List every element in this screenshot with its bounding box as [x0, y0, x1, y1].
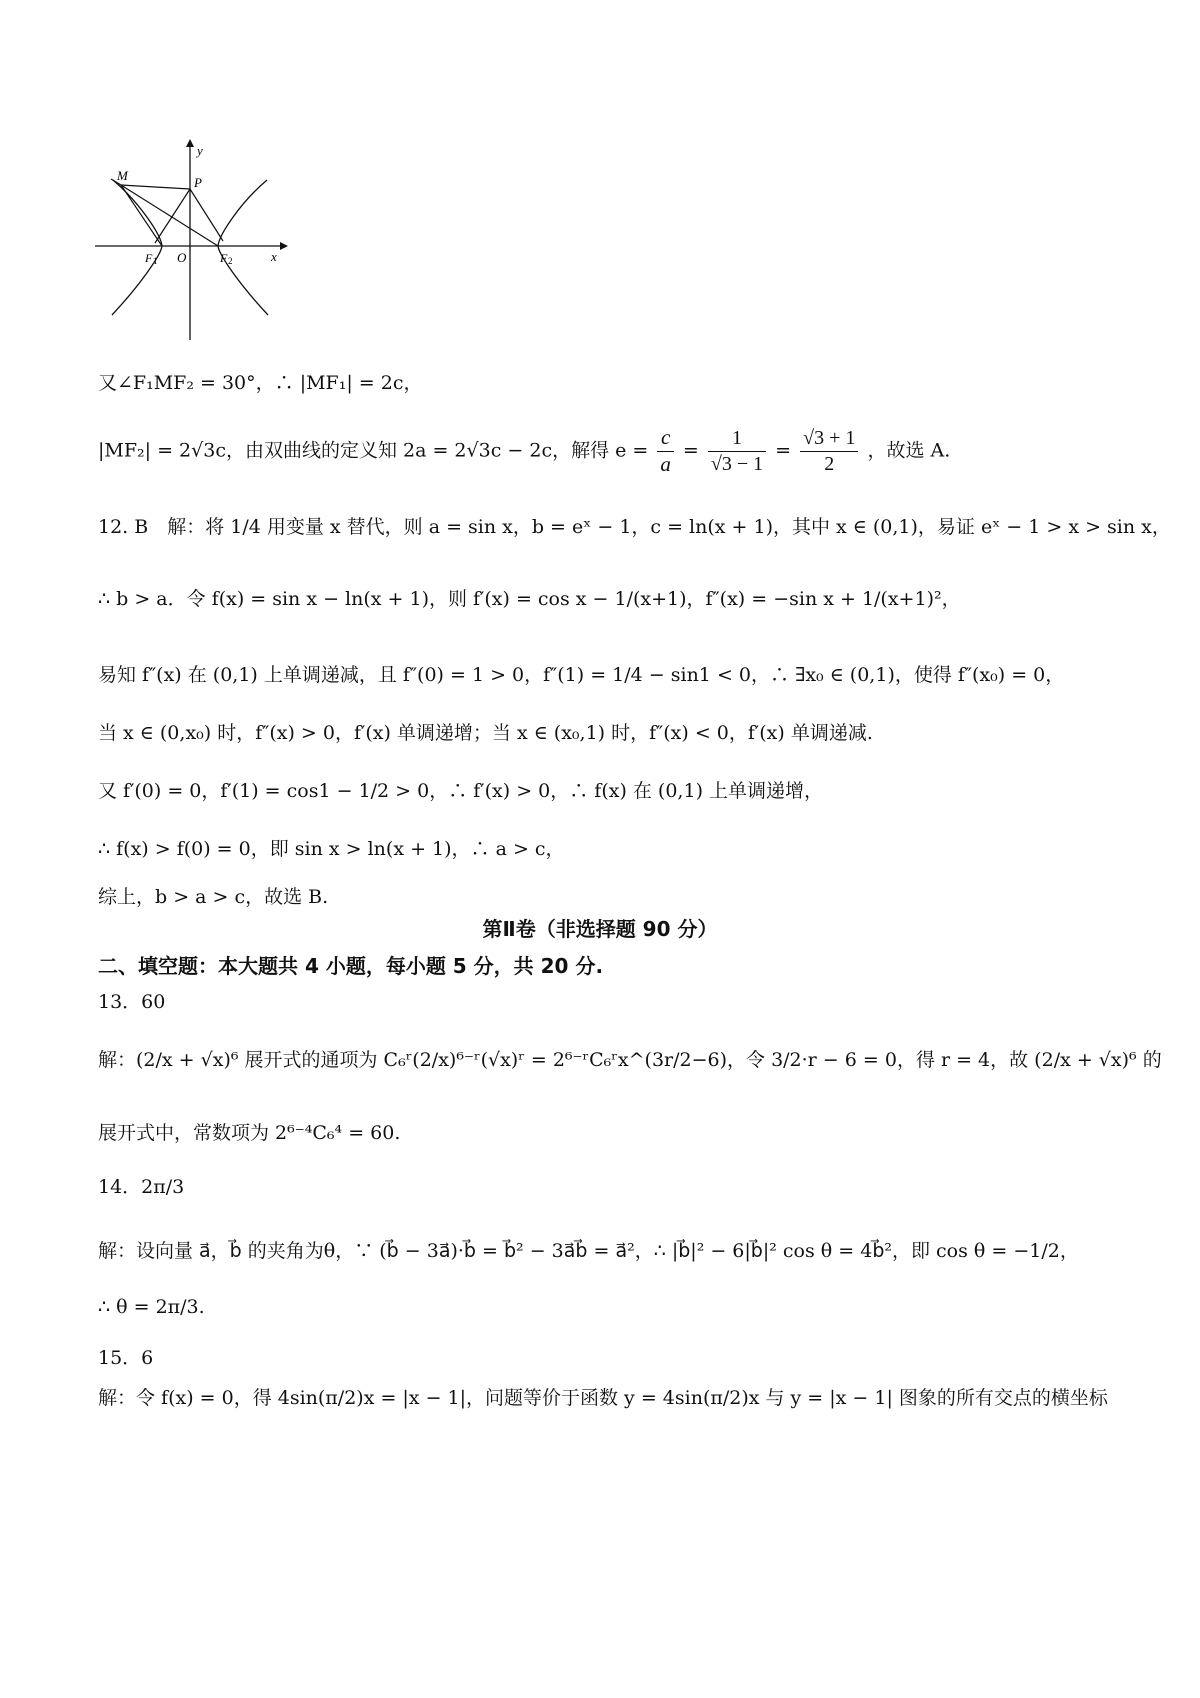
segment-mf1 — [121, 185, 162, 246]
q15-answer: 15．6 — [98, 1347, 154, 1369]
frac-sqrt3p1-2: $\frac{√3 + 1}{2}$ — [800, 426, 858, 477]
label-f2-sub: 2 — [228, 256, 233, 266]
p11-line1: 又∠F₁MF₂ = 30°，∴ |MF₁| = 2c， — [98, 372, 423, 394]
segment-pf1 — [155, 189, 190, 243]
p12-line4: 当 x ∈ (0,x₀) 时，f″(x) > 0，f′(x) 单调递增；当 x ∈ (x₀,1) 时，f″(x) < 0，f′(x) 单调递减. — [98, 722, 873, 744]
p11-line2-end: ，故选 A. — [867, 439, 951, 462]
label-f1: F — [145, 251, 153, 265]
label-f1-sub: 1 — [153, 256, 158, 266]
left-branch — [112, 180, 162, 315]
p12-line7: 综上，b > a > c，故选 B. — [98, 886, 329, 908]
p11-line2: |MF₂| = 2√3c，由双曲线的定义知 2a = 2√3c − 2c，解得 e = $\frac{c}{a}$ = $\frac{1}{√3 - 1}$ = $\frac{√3 + 1}{2}$ ，故选 A. — [98, 425, 951, 476]
q15-line1: 解：令 f(x) = 0，得 4sin(π/2)x = |x − 1|，问题等价于函数 y = 4sin(π/2)x 与 y = |x − 1| 图象的所有交点的横坐标 — [98, 1387, 1108, 1409]
segment-mf2 — [121, 185, 218, 246]
p12-line2: ∴ b > a．令 f(x) = sin x − ln(x + 1)，则 f′(x) = cos x − 1/(x+1)，f″(x) = −sin x + 1/(x+1)²， — [98, 588, 961, 610]
q13-answer: 13．60 — [98, 991, 166, 1013]
right-branch — [218, 180, 268, 315]
p12-line1: 12. B 解：将 1/4 用变量 x 替代，则 a = sin x，b = eˣ − 1，c = ln(x + 1)，其中 x ∈ (0,1)，易证 eˣ − 1 > x > sin x， — [98, 516, 1171, 538]
label-m: M — [117, 168, 128, 183]
label-o: O — [177, 250, 187, 265]
q13-line1: 解：(2/x + √x)⁶ 展开式的通项为 C₆ʳ(2/x)⁶⁻ʳ(√x)ʳ = 2⁶⁻ʳC₆ʳx^(3r/2−6)，令 3/2·r − 6 = 0，得 r = 4，故 (2/x + √x)⁶ 的 — [98, 1049, 1162, 1071]
label-f2: F — [220, 251, 228, 265]
p11-line2-text: |MF₂| = 2√3c，由双曲线的定义知 2a = 2√3c − 2c，解得 e = — [98, 439, 655, 462]
label-y: y — [197, 143, 203, 158]
q14-answer: 14．2π/3 — [98, 1176, 185, 1198]
fill-blank-section: 二、填空题：本大题共 4 小题，每小题 5 分，共 20 分. — [98, 954, 604, 978]
q14-line2: ∴ θ = 2π/3. — [98, 1296, 205, 1318]
segment-pf2 — [190, 189, 223, 241]
p12-line3: 易知 f″(x) 在 (0,1) 上单调递减，且 f″(0) = 1 > 0，f″(1) = 1/4 − sin1 < 0，∴ ∃x₀ ∈ (0,1)，使得 f″(x₀) = 0， — [98, 664, 1065, 686]
hyperbola-figure — [95, 135, 295, 345]
segment-mp — [121, 185, 190, 189]
p12-line5: 又 f′(0) = 0，f′(1) = cos1 − 1/2 > 0，∴ f′(x) > 0，∴ f(x) 在 (0,1) 上单调递增， — [98, 780, 824, 802]
q13-line2: 展开式中，常数项为 2⁶⁻⁴C₆⁴ = 60. — [98, 1122, 401, 1144]
q14-line1: 解：设向量 a⃗，b⃗ 的夹角为θ，∵ (b⃗ − 3a⃗)·b⃗ = b⃗² − 3a⃗b⃗ = a⃗²，∴ |b⃗|² − 6|b⃗|² cos θ = 4b⃗²，即 cos θ = −1/2， — [98, 1240, 1079, 1262]
p12-line6: ∴ f(x) > f(0) = 0，即 sin x > ln(x + 1)，∴ a > c， — [98, 838, 565, 860]
label-x: x — [271, 249, 277, 264]
y-axis-arrow — [186, 139, 194, 147]
frac-c-a: $\frac{c}{a}$ — [657, 425, 674, 478]
frac-1-sqrt3m1: $\frac{1}{√3 - 1}$ — [708, 426, 766, 477]
label-p: P — [194, 175, 202, 190]
part2-title: 第Ⅱ卷（非选择题 90 分） — [482, 917, 718, 941]
x-axis-arrow — [280, 242, 288, 250]
